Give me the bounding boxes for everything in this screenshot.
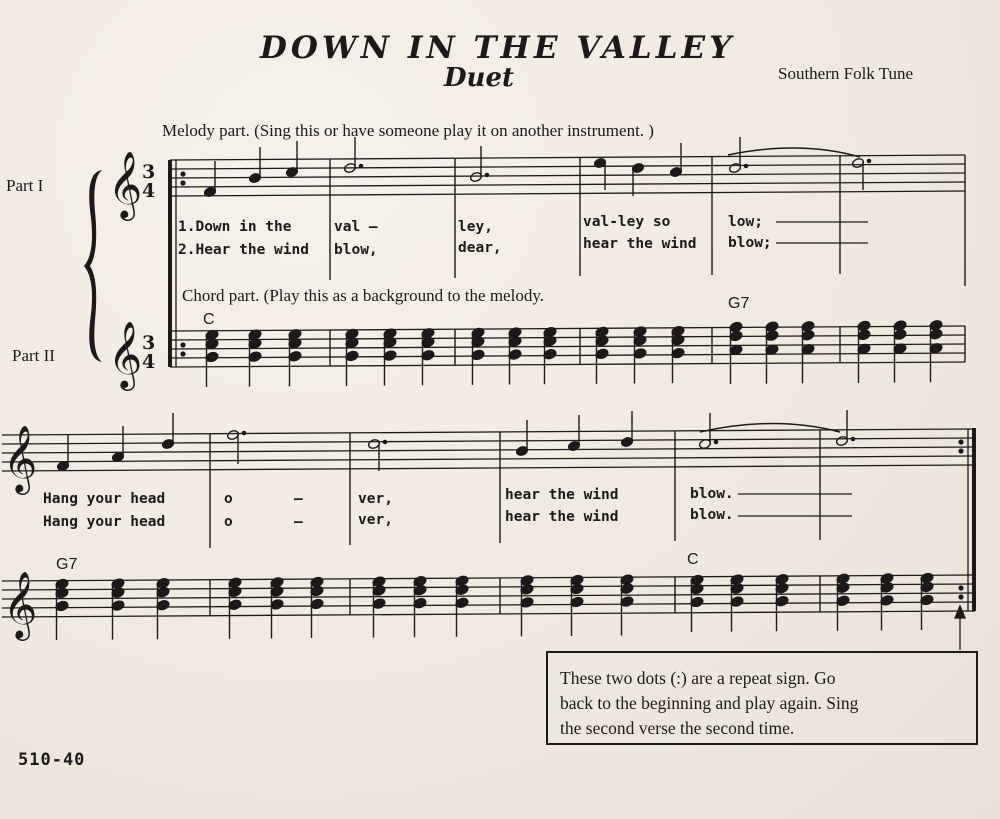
lyric-s1-v1-m3: ley, [458, 219, 493, 235]
lyric-s2-v1-m2: o [224, 491, 233, 507]
lyric-s2-v2-m3: ver, [358, 512, 393, 528]
lyric-s2-v1-m4: hear the wind [505, 487, 619, 503]
composer-credit: Southern Folk Tune [778, 64, 914, 83]
part-one-label: Part I [6, 176, 44, 195]
lyric-s2-v2-hyphen: – [294, 514, 303, 530]
treble-clef-icon: 𝄞 [108, 320, 143, 388]
chord-notes-system-two [55, 572, 934, 640]
repeat-dots [180, 171, 963, 599]
chord-notes-system-one [205, 319, 943, 387]
time-signature-top: 3 [142, 332, 156, 354]
lyric-s1-v1-m4: val-ley so [583, 214, 671, 230]
page-number: 510-40 [18, 750, 86, 770]
time-signature-bottom: 4 [142, 351, 156, 373]
lyric-s1-v2-m5: blow; [728, 235, 772, 251]
lyric-s1-v2-m4: hear the wind [583, 236, 697, 252]
lyric-s1-v2-m1: 2.Hear the wind [178, 242, 309, 258]
system-brace [84, 170, 102, 362]
staff-chord-system-two [2, 575, 975, 617]
treble-clef-icon: 𝄞 [108, 150, 143, 218]
lyric-s2-v1-m3: ver, [358, 491, 393, 507]
lyric-s1-v2-m3: dear, [458, 240, 502, 256]
treble-clef-icon: 𝄞 [3, 570, 38, 638]
staff-melody-system-two [2, 429, 975, 471]
chord-instruction: Chord part. (Play this as a background to the melody. [182, 286, 544, 305]
time-signature-bottom: 4 [142, 180, 156, 202]
part-two-label: Part II [12, 346, 55, 365]
chord-symbol-g7-2: G7 [56, 556, 78, 573]
repeat-note-line-1: These two dots (:) are a repeat sign. Go [560, 668, 836, 688]
song-title: DOWN IN THE VALLEY [260, 30, 736, 66]
time-signature-top: 3 [142, 161, 156, 183]
song-subtitle: Duet [444, 63, 515, 93]
lyric-s2-v1-hyphen: – [294, 491, 303, 507]
lyric-s2-v2-m4: hear the wind [505, 509, 619, 525]
treble-clef-icon: 𝄞 [3, 424, 38, 492]
lyric-s2-v2-m2: o [224, 514, 233, 530]
repeat-note-line-2: back to the beginning and play again. Sing [560, 693, 859, 713]
lyric-s2-v2-m5: blow. [690, 507, 734, 523]
lyric-s2-v1-m5: blow. [690, 486, 734, 502]
lyric-s2-v1-m1: Hang your head [43, 491, 166, 507]
melody-instruction: Melody part. (Sing this or have someone play it on another instrument. ) [162, 121, 654, 140]
lyric-s1-v1-m2: val – [334, 219, 378, 235]
lyric-s2-v2-m1: Hang your head [43, 514, 166, 530]
chord-symbol-c-1: C [203, 311, 215, 328]
lyric-s1-v2-m2: blow, [334, 242, 378, 258]
chord-symbol-g7-1: G7 [728, 295, 750, 312]
repeat-note-line-3: the second verse the second time. [560, 718, 795, 738]
lyric-s1-v1-m1: 1.Down in the [178, 219, 292, 235]
chord-symbol-c-2: C [687, 551, 699, 568]
lyric-s1-v1-m5: low; [728, 214, 763, 230]
